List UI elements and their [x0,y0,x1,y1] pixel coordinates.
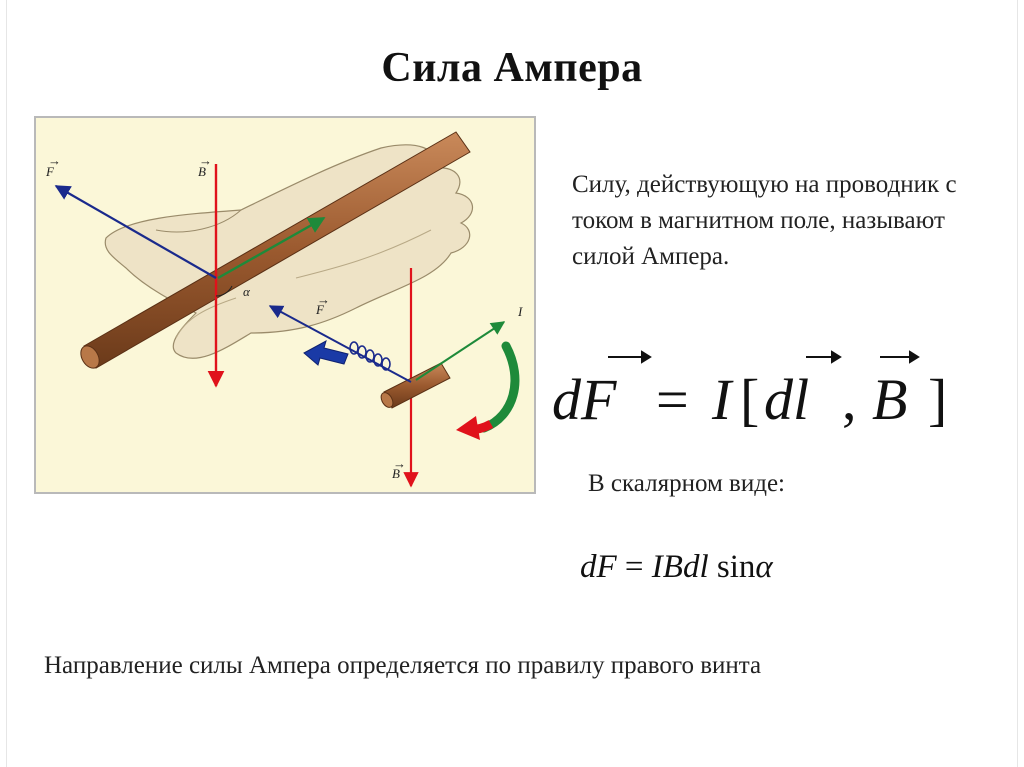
scalar-sin: sin [708,549,756,585]
scalar-label: В скалярном виде: [588,470,785,497]
svg-text:→: → [48,153,61,168]
vector-arrows [608,352,918,362]
scalar-angle: α [755,549,773,585]
label-current: I [518,304,523,319]
scalar-formula [580,549,773,586]
svg-text:→: → [199,153,212,168]
scalar-equals: = [616,549,652,585]
vector-formula [552,345,972,435]
svg-text:→: → [393,456,406,471]
formula-open-bracket: [ [740,367,760,432]
label-field-right: B [392,466,400,481]
formula-comma: , [842,367,857,432]
svg-text:→: → [317,292,330,307]
current-arrow-right [416,322,504,380]
formula-b: B [872,367,908,432]
formula-dl: dl [764,367,810,432]
label-field-left: B [198,164,206,179]
label-force-left: F [46,164,54,179]
ampere-force-figure [34,116,536,494]
figure-drawing [36,118,534,492]
rule-text: Направление силы Ампера определяется по правилу правого винта [44,652,762,679]
label-force-right: F [316,302,324,317]
scalar-product: IBdl [651,549,709,585]
force-arrow-right [270,306,411,382]
coil-spiral-icon [350,342,390,370]
definition-text: Силу, действующую на проводник с током в магнитном поле, называют силой Ампера. [572,171,957,270]
label-alpha: α [243,284,250,299]
scalar-lhs: dF [580,549,617,585]
formula-lhs: dF [552,367,617,432]
formula-equals: = [656,367,689,432]
screw-rotation-arrow [456,346,515,440]
slide-title: Сила Ампера [381,45,643,91]
formula-current: I [712,367,732,432]
formula-close-bracket: ] [928,367,948,432]
